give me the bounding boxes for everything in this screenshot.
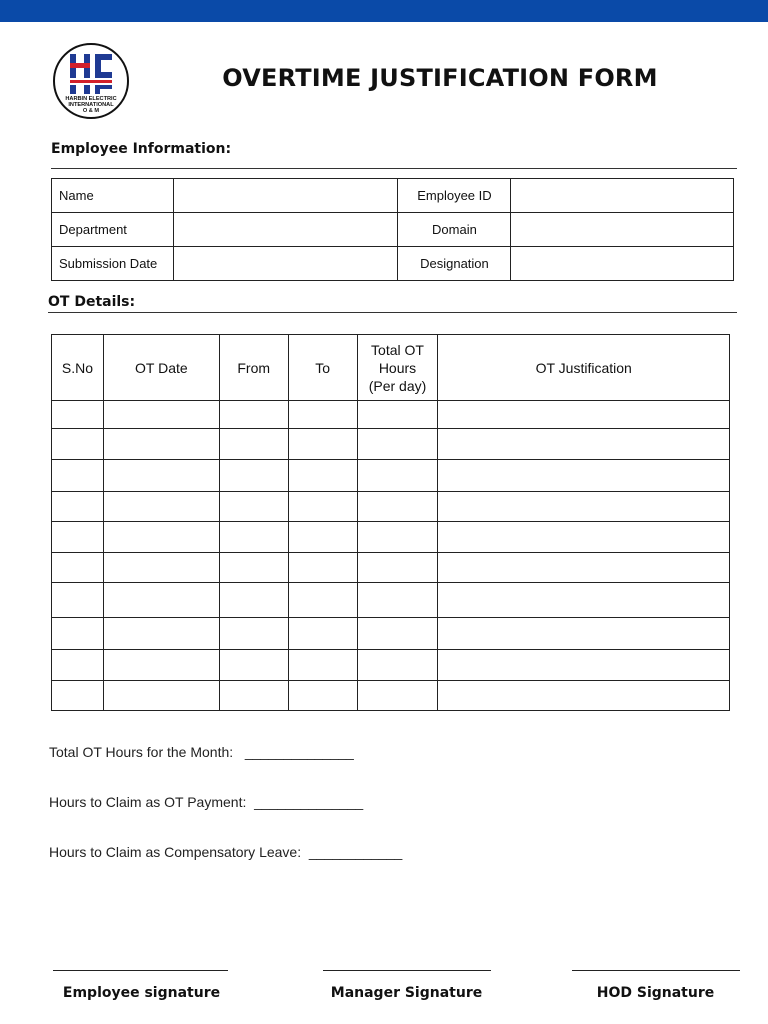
- hod-signature-label: HOD Signature: [596, 985, 715, 1001]
- cell-total-hours[interactable]: [357, 401, 438, 429]
- cell-justification[interactable]: [438, 522, 730, 553]
- cell-from[interactable]: [219, 681, 288, 711]
- cell-total-hours[interactable]: [357, 681, 438, 711]
- cell-from[interactable]: [219, 492, 288, 522]
- ot-divider: [48, 312, 737, 313]
- ot-payment-line[interactable]: Hours to Claim as OT Payment: ______________: [49, 794, 364, 810]
- cell-to[interactable]: [288, 460, 357, 492]
- employee-signature-label: Employee signature: [62, 985, 221, 1001]
- manager-signature-line[interactable]: [323, 970, 491, 971]
- employee-signature-line[interactable]: [53, 970, 228, 971]
- cell-justification[interactable]: [438, 460, 730, 492]
- cell-from[interactable]: [219, 522, 288, 553]
- cell-sno[interactable]: [52, 460, 104, 492]
- cell-justification[interactable]: [438, 618, 730, 650]
- cell-justification[interactable]: [438, 401, 730, 429]
- cell-to[interactable]: [288, 618, 357, 650]
- table-row: [52, 522, 730, 553]
- logo-text-3: O & M: [82, 108, 100, 114]
- cell-total-hours[interactable]: [357, 522, 438, 553]
- cell-from[interactable]: [219, 618, 288, 650]
- table-row: [52, 179, 734, 213]
- cell-total-hours[interactable]: [357, 583, 438, 618]
- submission-date-field[interactable]: [173, 247, 398, 281]
- cell-from[interactable]: [219, 583, 288, 618]
- table-row: [52, 401, 730, 429]
- cell-ot-date[interactable]: [103, 429, 219, 460]
- table-row: [52, 429, 730, 460]
- cell-to[interactable]: [288, 681, 357, 711]
- cell-justification[interactable]: [438, 681, 730, 711]
- cell-to[interactable]: [288, 401, 357, 429]
- cell-sno[interactable]: [52, 492, 104, 522]
- cell-total-hours[interactable]: [357, 429, 438, 460]
- col-total-ot-line1: Total OT: [371, 341, 424, 358]
- table-row: [52, 650, 730, 681]
- cell-total-hours[interactable]: [357, 618, 438, 650]
- cell-sno[interactable]: [52, 553, 104, 583]
- cell-from[interactable]: [219, 650, 288, 681]
- logo-text-1: HARBIN ELECTRIC: [65, 96, 117, 102]
- logo-text-2: INTERNATIONAL: [68, 102, 114, 108]
- cell-ot-date[interactable]: [103, 522, 219, 553]
- col-sno: S.No: [52, 335, 104, 401]
- cell-from[interactable]: [219, 429, 288, 460]
- cell-ot-date[interactable]: [103, 492, 219, 522]
- cell-sno[interactable]: [52, 618, 104, 650]
- table-row: [52, 247, 734, 281]
- col-total-ot-line3: (Per day): [368, 377, 427, 394]
- company-logo: [51, 42, 131, 120]
- cell-sno[interactable]: [52, 583, 104, 618]
- cell-justification[interactable]: [438, 492, 730, 522]
- cell-sno[interactable]: [52, 681, 104, 711]
- table-row: [52, 681, 730, 711]
- ot-details-heading: OT Details:: [48, 294, 136, 310]
- cell-total-hours[interactable]: [357, 650, 438, 681]
- table-row: [52, 553, 730, 583]
- col-to: To: [288, 335, 357, 401]
- cell-total-hours[interactable]: [357, 460, 438, 492]
- cell-ot-date[interactable]: [103, 650, 219, 681]
- employee-divider: [51, 168, 737, 169]
- employee-info-heading: Employee Information:: [51, 141, 232, 157]
- col-ot-justification: OT Justification: [438, 335, 730, 401]
- designation-label: Designation: [398, 247, 511, 281]
- cell-ot-date[interactable]: [103, 618, 219, 650]
- cell-sno[interactable]: [52, 401, 104, 429]
- employee-info-table: [51, 178, 734, 281]
- cell-to[interactable]: [288, 429, 357, 460]
- manager-signature-label: Manager Signature: [330, 985, 483, 1001]
- total-ot-month-line[interactable]: Total OT Hours for the Month: ______________: [49, 744, 354, 760]
- department-label: Department: [52, 213, 174, 247]
- compensatory-leave-line[interactable]: Hours to Claim as Compensatory Leave: ____________: [49, 844, 403, 860]
- cell-justification[interactable]: [438, 553, 730, 583]
- form-title: OVERTIME JUSTIFICATION FORM: [222, 64, 658, 92]
- table-row: [52, 583, 730, 618]
- cell-to[interactable]: [288, 650, 357, 681]
- cell-sno[interactable]: [52, 429, 104, 460]
- cell-ot-date[interactable]: [103, 553, 219, 583]
- top-banner-bar: [0, 0, 768, 22]
- table-row: [52, 618, 730, 650]
- name-field[interactable]: [173, 179, 398, 213]
- designation-field[interactable]: [511, 247, 734, 281]
- hod-signature-line[interactable]: [572, 970, 740, 971]
- employee-id-field[interactable]: [511, 179, 734, 213]
- cell-ot-date[interactable]: [103, 401, 219, 429]
- ot-details-table: [51, 334, 730, 711]
- cell-ot-date[interactable]: [103, 583, 219, 618]
- table-row: [52, 492, 730, 522]
- cell-justification[interactable]: [438, 429, 730, 460]
- employee-id-label: Employee ID: [398, 179, 511, 213]
- cell-ot-date[interactable]: [103, 681, 219, 711]
- cell-from[interactable]: [219, 553, 288, 583]
- name-label: Name: [52, 179, 174, 213]
- domain-label: Domain: [398, 213, 511, 247]
- cell-to[interactable]: [288, 583, 357, 618]
- table-header-row: [52, 335, 730, 401]
- cell-from[interactable]: [219, 460, 288, 492]
- cell-justification[interactable]: [438, 583, 730, 618]
- cell-to[interactable]: [288, 522, 357, 553]
- cell-total-hours[interactable]: [357, 553, 438, 583]
- cell-sno[interactable]: [52, 650, 104, 681]
- department-field[interactable]: [173, 213, 398, 247]
- cell-justification[interactable]: [438, 650, 730, 681]
- cell-to[interactable]: [288, 492, 357, 522]
- cell-from[interactable]: [219, 401, 288, 429]
- cell-total-hours[interactable]: [357, 492, 438, 522]
- cell-to[interactable]: [288, 553, 357, 583]
- table-row: [52, 460, 730, 492]
- cell-ot-date[interactable]: [103, 460, 219, 492]
- col-ot-date: OT Date: [103, 335, 219, 401]
- col-from: From: [219, 335, 288, 401]
- col-total-ot-line2: Hours: [378, 359, 417, 376]
- col-total-ot-hours: [357, 335, 438, 401]
- cell-sno[interactable]: [52, 522, 104, 553]
- submission-date-label: Submission Date: [52, 247, 174, 281]
- domain-field[interactable]: [511, 213, 734, 247]
- table-row: [52, 213, 734, 247]
